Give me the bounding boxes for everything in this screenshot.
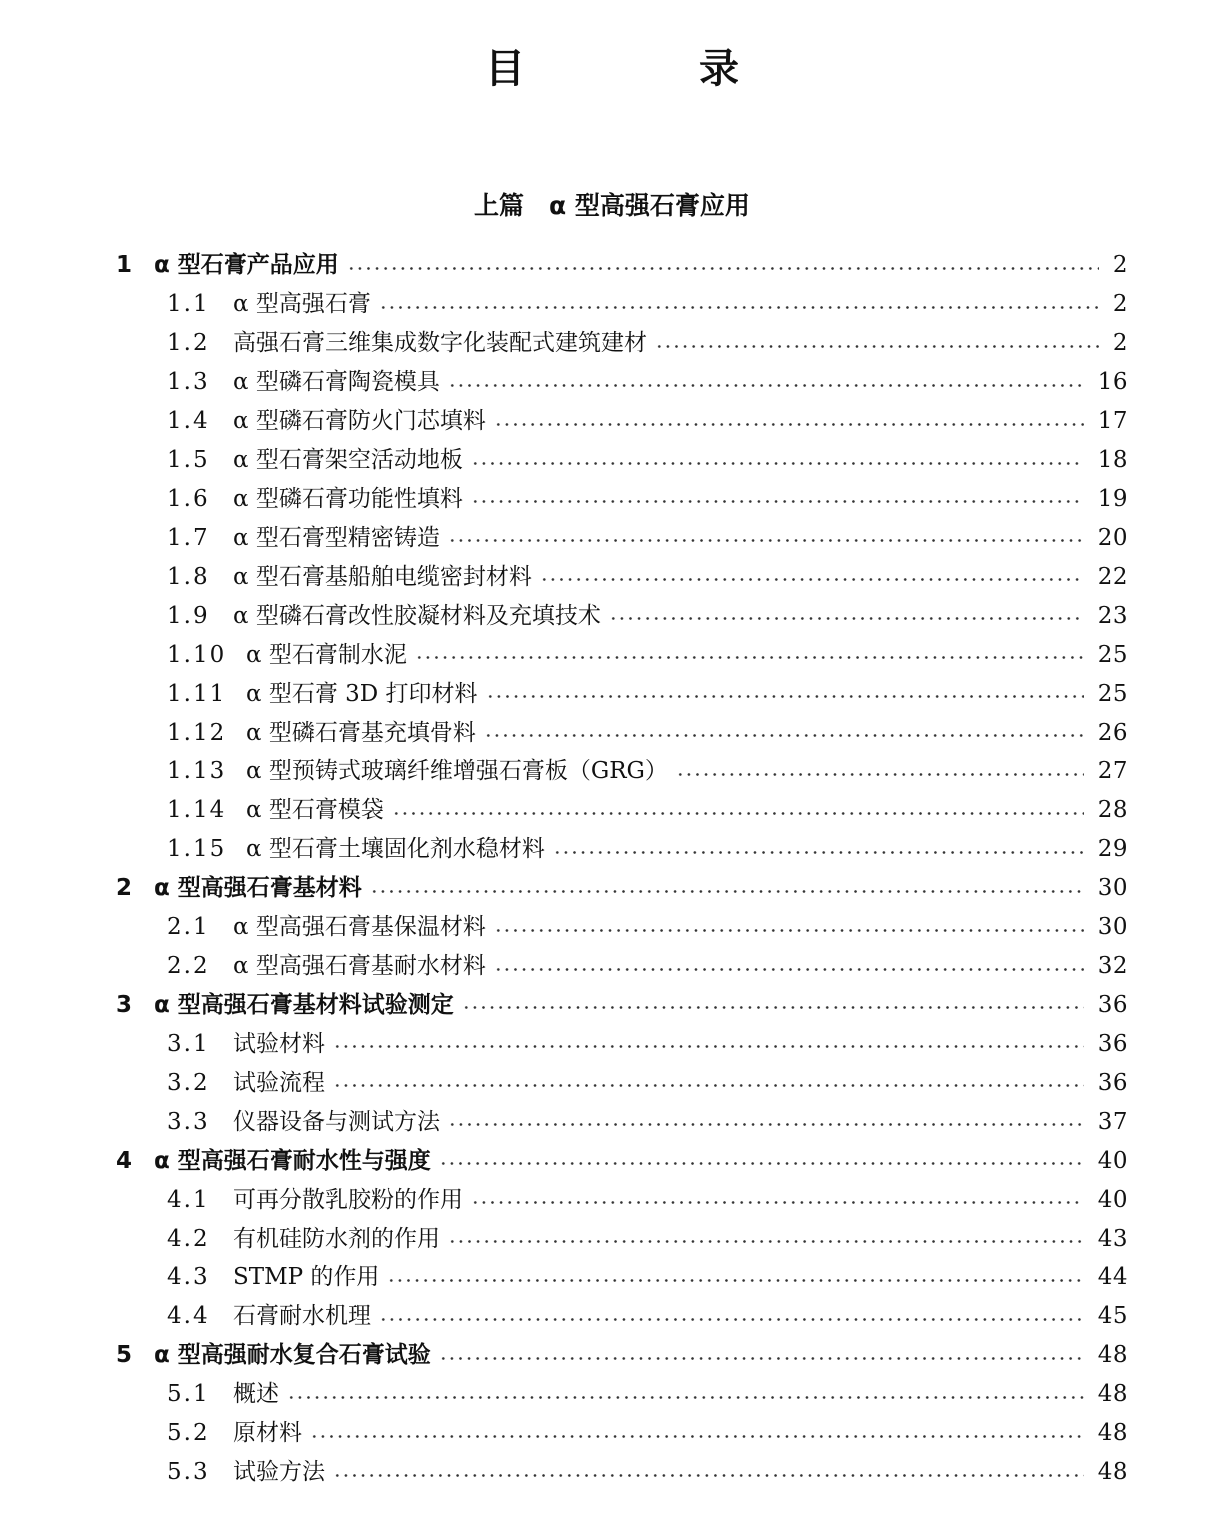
toc-entry-title: α 型石膏土壤固化剂水稳材料 bbox=[246, 836, 545, 863]
toc-page-number: 17 bbox=[1097, 408, 1128, 435]
dot-leader bbox=[676, 773, 1084, 776]
toc-entry-title: α 型石膏基船舶电缆密封材料 bbox=[233, 563, 532, 590]
toc-page-number: 32 bbox=[1097, 953, 1128, 980]
toc-entry-title: α 型磷石膏功能性填料 bbox=[233, 485, 463, 512]
toc-section-row[interactable] bbox=[0, 402, 1224, 441]
toc-entry-title: α 型石膏制水泥 bbox=[246, 641, 407, 668]
toc-entry-title: α 型石膏产品应用 bbox=[154, 252, 339, 279]
toc-section-row[interactable] bbox=[0, 596, 1224, 635]
dot-leader bbox=[333, 1474, 1084, 1477]
toc-entry-title: α 型高强耐水复合石膏试验 bbox=[154, 1342, 431, 1369]
toc-chapter-row[interactable] bbox=[0, 986, 1224, 1025]
toc-chapter-row[interactable] bbox=[0, 246, 1224, 285]
toc-entry-title: α 型磷石膏防火门芯填料 bbox=[233, 408, 486, 435]
toc-entry-title: α 型石膏架空活动地板 bbox=[233, 447, 463, 474]
dot-leader bbox=[609, 617, 1084, 620]
toc-page-number: 26 bbox=[1097, 719, 1128, 746]
toc-page-number: 28 bbox=[1097, 797, 1128, 824]
toc-section-row[interactable] bbox=[0, 674, 1224, 713]
toc-entry-number: 3.2 bbox=[167, 1069, 210, 1096]
toc-entry-number: 1.2 bbox=[167, 330, 210, 357]
toc-page-number: 44 bbox=[1097, 1264, 1128, 1291]
toc-section-row[interactable] bbox=[0, 1414, 1224, 1453]
toc-section-row[interactable] bbox=[0, 1297, 1224, 1336]
toc-entry-number: 1.7 bbox=[167, 524, 210, 551]
toc-page-number: 27 bbox=[1097, 758, 1128, 785]
toc-entry-number: 1.8 bbox=[167, 563, 210, 590]
toc-entry-title: 试验流程 bbox=[233, 1069, 325, 1096]
toc-page-number: 2 bbox=[1112, 330, 1128, 357]
dot-leader bbox=[486, 695, 1084, 698]
toc-entry-number: 5.1 bbox=[167, 1381, 210, 1408]
toc-entry-number: 4.2 bbox=[167, 1225, 210, 1252]
toc-entry-number: 5.2 bbox=[167, 1420, 210, 1447]
toc-section-row[interactable] bbox=[0, 324, 1224, 363]
dot-leader bbox=[379, 306, 1099, 309]
dot-leader bbox=[484, 734, 1084, 737]
toc-page-number: 48 bbox=[1097, 1342, 1128, 1369]
toc-entry-number: 1.1 bbox=[167, 291, 210, 318]
toc-section-row[interactable] bbox=[0, 908, 1224, 947]
toc-section-row[interactable] bbox=[0, 1102, 1224, 1141]
toc-section-row[interactable] bbox=[0, 635, 1224, 674]
toc-page-number: 45 bbox=[1097, 1303, 1128, 1330]
toc-section-row[interactable] bbox=[0, 1219, 1224, 1258]
toc-entry-title: 试验方法 bbox=[233, 1459, 325, 1486]
dot-leader bbox=[387, 1279, 1083, 1282]
toc-entry-number: 3 bbox=[116, 991, 133, 1018]
toc-entry-title: α 型石膏型精密铸造 bbox=[233, 524, 440, 551]
toc-page-number: 16 bbox=[1097, 369, 1128, 396]
toc-section-row[interactable] bbox=[0, 1375, 1224, 1414]
toc-entry-number: 2.1 bbox=[167, 914, 210, 941]
toc-page-number: 25 bbox=[1097, 680, 1128, 707]
toc-page-number: 30 bbox=[1097, 914, 1128, 941]
toc-entry-title: α 型磷石膏陶瓷模具 bbox=[233, 369, 440, 396]
dot-leader bbox=[494, 968, 1084, 971]
toc-entry-number: 1.11 bbox=[167, 680, 227, 707]
dot-leader bbox=[333, 1045, 1084, 1048]
toc-page-number: 30 bbox=[1097, 875, 1128, 902]
toc-entry-number: 2.2 bbox=[167, 953, 210, 980]
toc-entry-title: 概述 bbox=[233, 1381, 279, 1408]
dot-leader bbox=[494, 929, 1084, 932]
toc-entry-number: 5 bbox=[116, 1342, 133, 1369]
toc-section-row[interactable] bbox=[0, 830, 1224, 869]
toc-page-number: 23 bbox=[1097, 602, 1128, 629]
toc-entry-number: 1.14 bbox=[167, 797, 227, 824]
toc-entry-title: 有机硅防水剂的作用 bbox=[233, 1225, 440, 1252]
toc-entry-number: 1.15 bbox=[167, 836, 227, 863]
toc-section-row[interactable] bbox=[0, 947, 1224, 986]
dot-leader bbox=[462, 1006, 1084, 1009]
toc-entry-title: α 型高强石膏 bbox=[233, 291, 371, 318]
toc-page-number: 40 bbox=[1097, 1147, 1128, 1174]
toc-section-row[interactable] bbox=[0, 713, 1224, 752]
dot-leader bbox=[655, 345, 1099, 348]
dot-leader bbox=[471, 500, 1084, 503]
toc-entry-title: α 型高强石膏耐水性与强度 bbox=[154, 1147, 431, 1174]
toc-page-number: 43 bbox=[1097, 1225, 1128, 1252]
toc-entry-title: 高强石膏三维集成数字化装配式建筑建材 bbox=[233, 330, 647, 357]
toc-entry-title: 原材料 bbox=[233, 1420, 302, 1447]
toc-section-row[interactable] bbox=[0, 1024, 1224, 1063]
toc-chapter-row[interactable] bbox=[0, 1141, 1224, 1180]
toc-section-row[interactable] bbox=[0, 441, 1224, 480]
toc-page-number: 36 bbox=[1097, 1069, 1128, 1096]
toc-section-row[interactable] bbox=[0, 1453, 1224, 1492]
dot-leader bbox=[553, 851, 1084, 854]
toc-entry-title: 仪器设备与测试方法 bbox=[233, 1108, 440, 1135]
toc-page-number: 40 bbox=[1097, 1186, 1128, 1213]
toc-entry-number: 3.3 bbox=[167, 1108, 210, 1135]
dot-leader bbox=[471, 1201, 1084, 1204]
toc-entry-number: 3.1 bbox=[167, 1030, 210, 1057]
toc-entry-number: 1.6 bbox=[167, 485, 210, 512]
dot-leader bbox=[448, 1123, 1084, 1126]
toc-entry-number: 4.3 bbox=[167, 1264, 210, 1291]
toc-page-number: 48 bbox=[1097, 1381, 1128, 1408]
dot-leader bbox=[448, 384, 1084, 387]
dot-leader bbox=[370, 890, 1084, 893]
toc-section-row[interactable] bbox=[0, 1180, 1224, 1219]
toc-page-number: 25 bbox=[1097, 641, 1128, 668]
toc-entry-title: α 型磷石膏改性胶凝材料及充填技术 bbox=[233, 602, 601, 629]
toc-page-number: 19 bbox=[1097, 485, 1128, 512]
toc-section-row[interactable] bbox=[0, 518, 1224, 557]
dot-leader bbox=[540, 578, 1084, 581]
dot-leader bbox=[448, 539, 1084, 542]
toc-section-row[interactable] bbox=[0, 791, 1224, 830]
toc-entry-title: α 型石膏 3D 打印材料 bbox=[246, 680, 478, 707]
toc-entry-number: 1.9 bbox=[167, 602, 210, 629]
table-of-contents bbox=[0, 246, 1224, 1492]
toc-entry-number: 4.4 bbox=[167, 1303, 210, 1330]
toc-section-row[interactable] bbox=[0, 557, 1224, 596]
toc-section-row[interactable] bbox=[0, 1063, 1224, 1102]
toc-entry-title: α 型磷石膏基充填骨料 bbox=[246, 719, 476, 746]
toc-page-number: 20 bbox=[1097, 524, 1128, 551]
dot-leader bbox=[379, 1318, 1084, 1321]
page-title: 目 录 bbox=[485, 46, 819, 92]
dot-leader bbox=[347, 267, 1099, 270]
toc-entry-title: 试验材料 bbox=[233, 1030, 325, 1057]
toc-entry-number: 1.3 bbox=[167, 369, 210, 396]
toc-entry-number: 1.12 bbox=[167, 719, 227, 746]
dot-leader bbox=[310, 1435, 1084, 1438]
toc-entry-number: 1.4 bbox=[167, 408, 210, 435]
toc-entry-title: 可再分散乳胶粉的作用 bbox=[233, 1186, 463, 1213]
toc-entry-title: STMP 的作用 bbox=[233, 1264, 380, 1291]
dot-leader bbox=[494, 423, 1084, 426]
toc-page-number: 22 bbox=[1097, 563, 1128, 590]
toc-entry-title: 石膏耐水机理 bbox=[233, 1303, 371, 1330]
toc-page-number: 29 bbox=[1097, 836, 1128, 863]
toc-entry-number: 1.13 bbox=[167, 758, 227, 785]
toc-entry-number: 1.5 bbox=[167, 447, 210, 474]
dot-leader bbox=[439, 1162, 1084, 1165]
toc-entry-number: 2 bbox=[116, 875, 133, 902]
toc-page-number: 2 bbox=[1112, 252, 1128, 279]
dot-leader bbox=[287, 1396, 1084, 1399]
toc-section-row[interactable] bbox=[0, 285, 1224, 324]
part-title: 上篇 α 型高强石膏应用 bbox=[474, 191, 750, 220]
toc-page-number: 18 bbox=[1097, 447, 1128, 474]
dot-leader bbox=[415, 656, 1084, 659]
dot-leader bbox=[439, 1357, 1084, 1360]
toc-page-number: 36 bbox=[1097, 991, 1128, 1018]
toc-page-number: 48 bbox=[1097, 1459, 1128, 1486]
toc-section-row[interactable] bbox=[0, 1258, 1224, 1297]
toc-page-number: 2 bbox=[1112, 291, 1128, 318]
toc-entry-title: α 型石膏模袋 bbox=[246, 797, 384, 824]
dot-leader bbox=[333, 1084, 1084, 1087]
toc-entry-title: α 型高强石膏基保温材料 bbox=[233, 914, 486, 941]
toc-page-number: 36 bbox=[1097, 1030, 1128, 1057]
dot-leader bbox=[448, 1240, 1084, 1243]
toc-chapter-row[interactable] bbox=[0, 1336, 1224, 1375]
dot-leader bbox=[471, 462, 1084, 465]
toc-page-number: 37 bbox=[1097, 1108, 1128, 1135]
toc-entry-number: 1 bbox=[116, 252, 133, 279]
toc-entry-number: 1.10 bbox=[167, 641, 227, 668]
toc-chapter-row[interactable] bbox=[0, 869, 1224, 908]
toc-entry-title: α 型高强石膏基材料试验测定 bbox=[154, 991, 454, 1018]
toc-section-row[interactable] bbox=[0, 480, 1224, 519]
toc-entry-title: α 型高强石膏基耐水材料 bbox=[233, 953, 486, 980]
toc-entry-number: 4.1 bbox=[167, 1186, 210, 1213]
toc-entry-number: 5.3 bbox=[167, 1459, 210, 1486]
toc-page-number: 48 bbox=[1097, 1420, 1128, 1447]
toc-entry-title: α 型预铸式玻璃纤维增强石膏板（GRG） bbox=[246, 758, 668, 785]
toc-entry-number: 4 bbox=[116, 1147, 133, 1174]
dot-leader bbox=[392, 812, 1084, 815]
toc-section-row[interactable] bbox=[0, 752, 1224, 791]
toc-section-row[interactable] bbox=[0, 363, 1224, 402]
toc-entry-title: α 型高强石膏基材料 bbox=[154, 875, 362, 902]
